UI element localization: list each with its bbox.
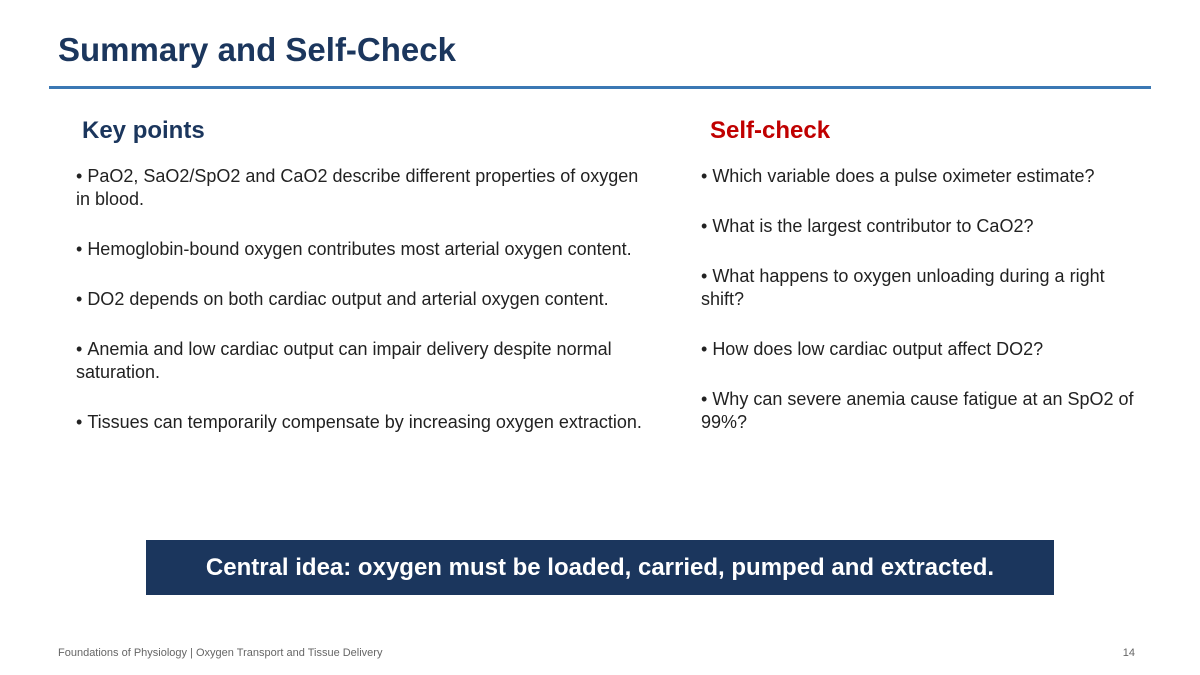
self-check-list	[701, 165, 1141, 461]
footer-text: Foundations of Physiology | Oxygen Transport and Tissue Delivery	[58, 647, 383, 659]
self-check-item: • What happens to oxygen unloading during a right shift?	[701, 265, 1141, 311]
self-check-item: • Why can severe anemia cause fatigue at an SpO2 of 99%?	[701, 388, 1141, 434]
key-point-item: • PaO2, SaO2/SpO2 and CaO2 describe different properties of oxygen in blood.	[76, 165, 651, 211]
key-point-item: • Anemia and low cardiac output can impair delivery despite normal saturation.	[76, 338, 651, 384]
self-check-item: • What is the largest contributor to CaO2?	[701, 215, 1141, 238]
central-idea-text: Central idea: oxygen must be loaded, carried, pumped and extracted.	[205, 553, 995, 581]
title-divider	[49, 86, 1151, 89]
central-idea-banner	[146, 540, 1054, 595]
key-point-item: • DO2 depends on both cardiac output and arterial oxygen content.	[76, 288, 651, 311]
self-check-item: • How does low cardiac output affect DO2?	[701, 338, 1141, 361]
self-check-item: • Which variable does a pulse oximeter estimate?	[701, 165, 1141, 188]
key-point-item: • Tissues can temporarily compensate by increasing oxygen extraction.	[76, 411, 651, 434]
key-points-list	[76, 165, 651, 461]
key-point-item: • Hemoglobin-bound oxygen contributes most arterial oxygen content.	[76, 238, 651, 261]
self-check-heading: Self-check	[710, 117, 831, 144]
page-number: 14	[1122, 647, 1135, 659]
key-points-heading: Key points	[82, 117, 205, 144]
slide-title: Summary and Self-Check	[58, 31, 456, 68]
